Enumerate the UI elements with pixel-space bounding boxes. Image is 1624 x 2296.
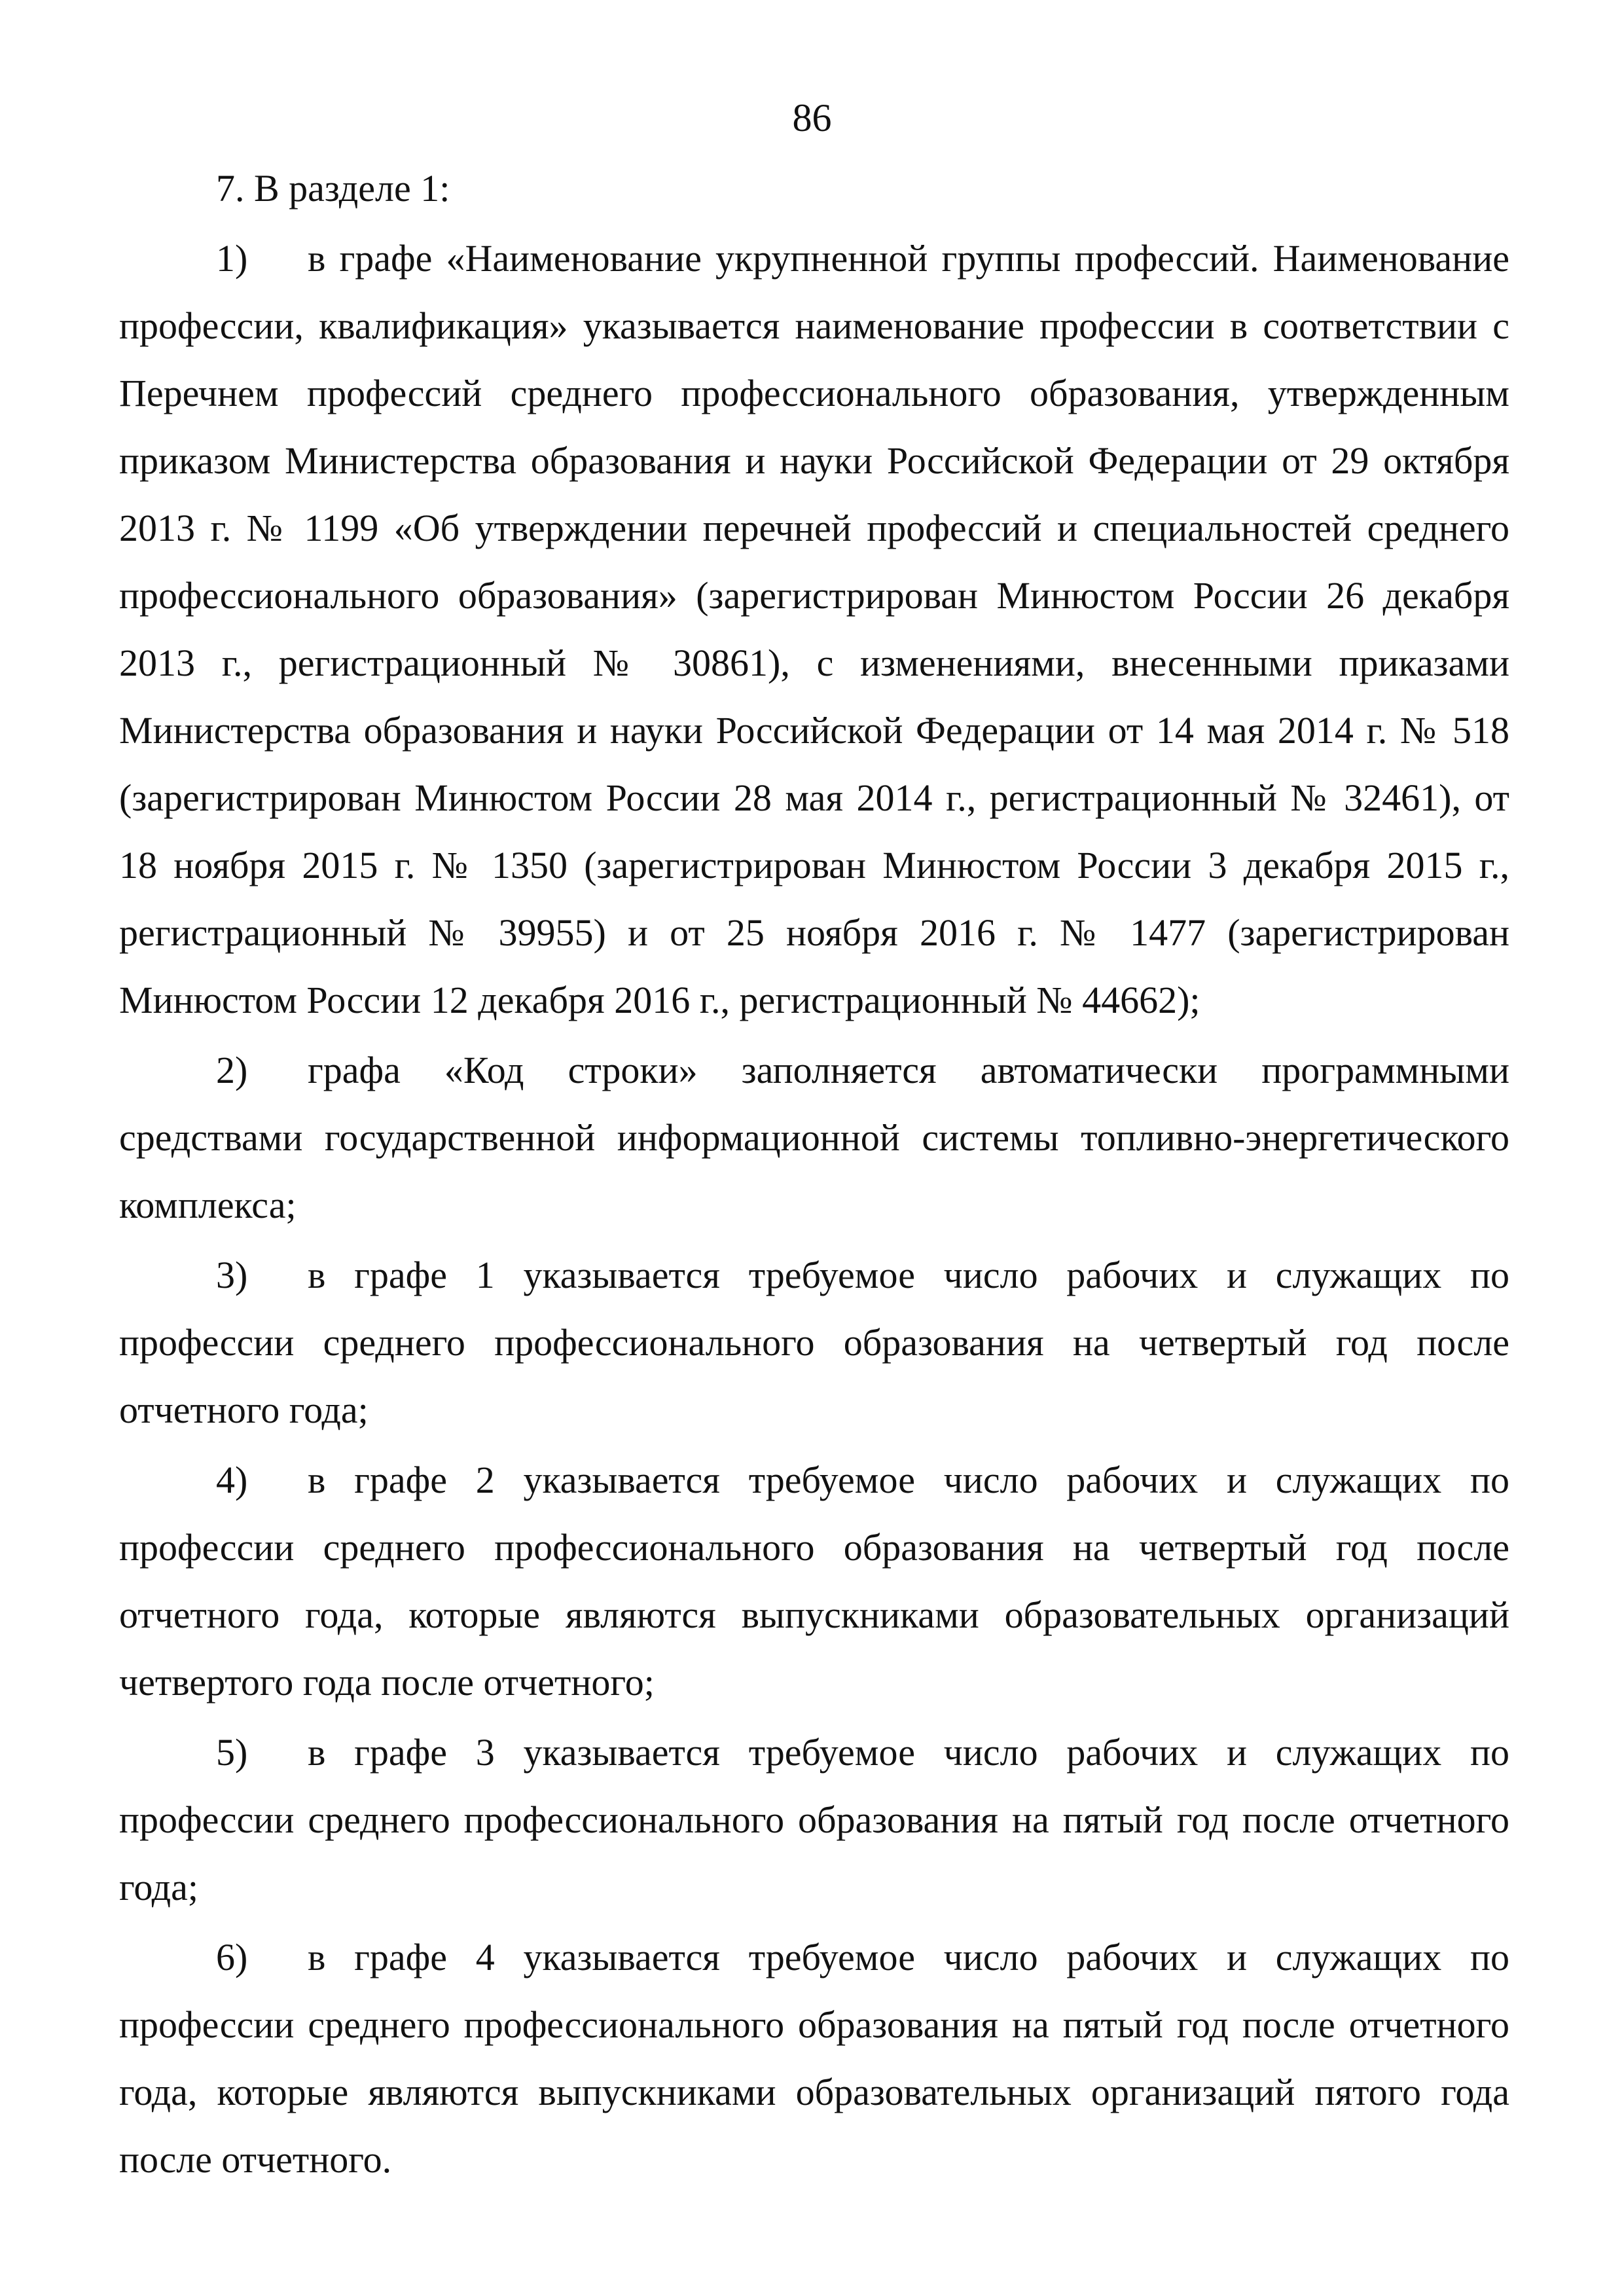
item-text: в графе «Наименование укрупненной группы профессий. Наименование профессии, квалификация» указывается наименование профессии в соответствии с Перечнем профессий среднего профессионального образования, утвержденным приказом Министерства образования и науки Российской Федерации от 29 октября 2013 г. № 1199 «Об утверждении перечней профессий и специальностей среднего профессионального образования» (зарегистрирован Минюстом России 26 декабря 2013 г., регистрационный № 30861), с изменениями, внесенными приказами Министерства образования и науки Российской Федерации от 14 мая 2014 г. № 518 (зарегистрирован Минюстом России 28 мая 2014 г., регистрационный № 32461), от 18 ноября 2015 г. № 1350 (зарегистрирован Минюстом России 3 декабря 2015 г., регистрационный № 39955) и от 25 ноября 2016 г. № 1477 (зарегистрирован Минюстом России 12 декабря 2016 г., регистрационный № 44662); — [119, 237, 1509, 1021]
item-text: в графе 2 указывается требуемое число рабочих и служащих по профессии среднего профессионального образования на четвертый год после отчетного года, которые являются выпускниками образовательных организаций четвертого года после отчетного; — [119, 1459, 1509, 1704]
item-number: 6) — [216, 1936, 248, 1978]
item-number: 4) — [216, 1459, 248, 1501]
item-text: в графе 1 указывается требуемое число рабочих и служащих по профессии среднего профессионального образования на четвертый год после отчетного года; — [119, 1254, 1509, 1431]
list-item-6 — [119, 1923, 1509, 2193]
item-text: графа «Код строки» заполняется автоматически программными средствами государственной информационной системы топливно-энергетического комплекса; — [119, 1049, 1509, 1226]
item-text: в графе 4 указывается требуемое число рабочих и служащих по профессии среднего профессионального образования на пятый год после отчетного года, которые являются выпускниками образовательных организаций пятого года после отчетного. — [119, 1936, 1509, 2181]
list-item-3 — [119, 1241, 1509, 1444]
page-number: 86 — [792, 96, 832, 139]
list-item-5 — [119, 1719, 1509, 1921]
section-intro: 7. В разделе 1: — [216, 167, 450, 210]
item-number: 1) — [216, 237, 248, 280]
item-number: 2) — [216, 1049, 248, 1091]
item-number: 5) — [216, 1731, 248, 1774]
item-number: 3) — [216, 1254, 248, 1296]
list-item-2 — [119, 1036, 1509, 1239]
list-item-1 — [119, 225, 1509, 1034]
list-item-4 — [119, 1446, 1509, 1716]
document-body — [119, 155, 1509, 2196]
item-text: в графе 3 указывается требуемое число рабочих и служащих по профессии среднего профессионального образования на пятый год после отчетного года; — [119, 1731, 1509, 1908]
